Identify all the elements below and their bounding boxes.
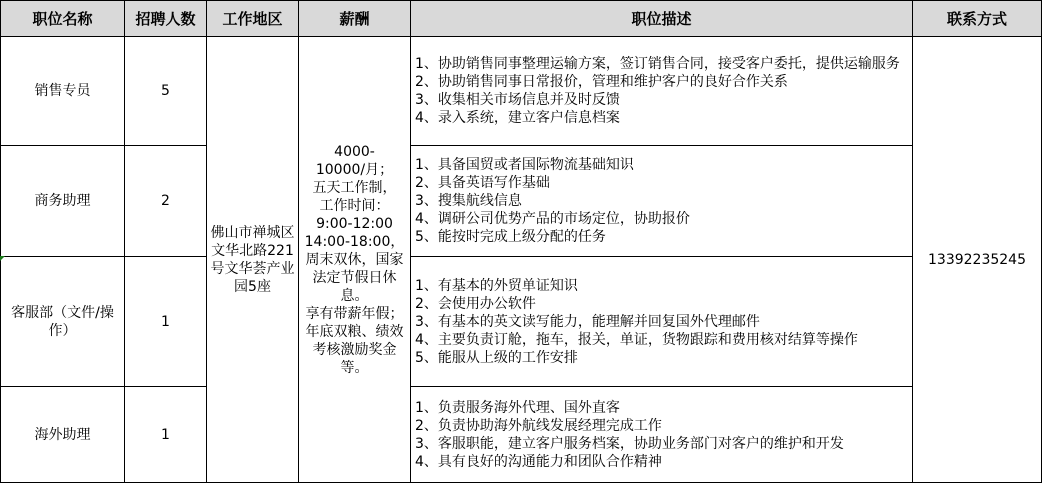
description-line: 2、负责协助海外航线发展经理完成工作	[415, 417, 662, 434]
description-line: 3、客服职能，建立客户服务档案，协助业务部门对客户的维护和开发	[415, 435, 844, 452]
header-row	[1, 1, 1042, 37]
job-description	[411, 257, 913, 387]
table-row	[1, 257, 1042, 387]
salary-line: 10000/月；	[315, 161, 394, 178]
description-line: 1、有基本的外贸单证知识	[415, 277, 578, 294]
hire-count: 1	[125, 387, 207, 483]
salary-line: 享有带薪年假；年底双粮、绩效考核激励奖金等。	[305, 305, 404, 376]
position-title: 海外助理	[1, 387, 125, 483]
description-line: 5、能服从上级的工作安排	[415, 349, 578, 366]
table-row	[1, 387, 1042, 483]
hire-count: 1	[125, 257, 207, 387]
position-title: 商务助理	[1, 146, 125, 257]
description-line: 3、收集相关市场信息并及时反馈	[415, 92, 620, 108]
header-position: 职位名称	[1, 1, 125, 37]
salary-line: 周末双休，国家法定节假日休息。	[305, 251, 404, 304]
header-location: 工作地区	[207, 1, 299, 37]
description-line: 5、能按时完成上级分配的任务	[415, 229, 606, 245]
description-line: 4、调研公司优势产品的市场定位，协助报价	[415, 211, 690, 227]
description-line: 2、协助销售同事日常报价，管理和维护客户的良好合作关系	[415, 74, 788, 90]
salary-line: 4000-	[334, 143, 375, 160]
work-location-text: 佛山市禅城区文华北路221号文华荟产业园5座	[210, 224, 295, 295]
salary-line: 14:00-18:00，	[304, 233, 405, 250]
description-line: 1、具备国贸或者国际物流基础知识	[415, 157, 634, 173]
salary-line: 9:00-12:00	[316, 215, 393, 232]
salary-line: 五天工作制，	[312, 179, 397, 196]
position-title: 客服部（文件/操作）	[1, 257, 125, 387]
table-row	[1, 37, 1042, 146]
description-line: 3、有基本的英文读写能力，能理解并回复国外代理邮件	[415, 313, 760, 330]
description-line: 1、协助销售同事整理运输方案，签订销售合同，接受客户委托，提供运输服务	[415, 56, 900, 72]
cell-comment-marker	[0, 256, 5, 261]
description-line: 4、主要负责订舱，拖车，报关，单证，货物跟踪和费用核对结算等操作	[415, 331, 858, 348]
job-description	[411, 37, 913, 146]
job-description	[411, 146, 913, 257]
work-location	[207, 37, 299, 483]
contact-phone: 13392235245	[928, 251, 1026, 268]
position-title: 销售专员	[1, 37, 125, 146]
job-description	[411, 387, 913, 483]
hire-count: 5	[125, 37, 207, 146]
header-count: 招聘人数	[125, 1, 207, 37]
description-line: 3、搜集航线信息	[415, 193, 522, 209]
salary-cell	[299, 37, 411, 483]
hire-count: 2	[125, 146, 207, 257]
description-line: 2、会使用办公软件	[415, 295, 536, 312]
description-line: 1、负责服务海外代理、国外直客	[415, 399, 620, 416]
description-line: 4、具有良好的沟通能力和团队合作精神	[415, 453, 662, 470]
header-description: 职位描述	[411, 1, 913, 37]
header-contact: 联系方式	[913, 1, 1042, 37]
salary-line: 工作时间：	[319, 197, 390, 214]
description-line: 4、录入系统，建立客户信息档案	[415, 110, 620, 126]
table-row	[1, 146, 1042, 257]
header-salary: 薪酬	[299, 1, 411, 37]
contact-cell	[913, 37, 1042, 483]
description-line: 2、具备英语写作基础	[415, 175, 550, 191]
